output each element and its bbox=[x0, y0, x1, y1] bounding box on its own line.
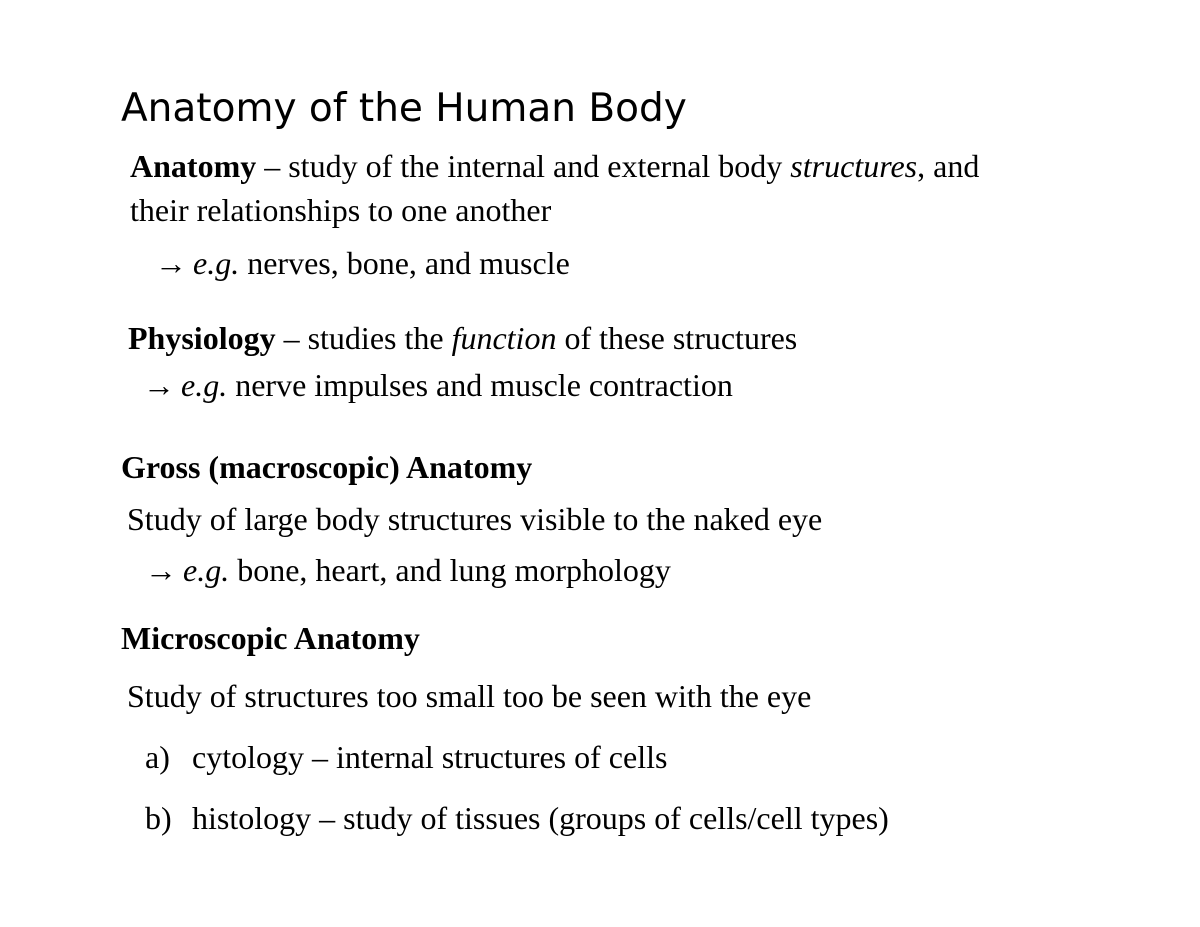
list-item bbox=[145, 737, 667, 777]
list-marker: b) bbox=[145, 800, 172, 836]
anatomy-def-part2: , and bbox=[917, 148, 980, 184]
arrow-right-icon: → bbox=[143, 367, 175, 403]
gross-anatomy-description: Study of large body structures visible to the naked eye bbox=[127, 501, 823, 537]
physiology-def-italic: function bbox=[451, 320, 557, 356]
anatomy-term: Anatomy bbox=[130, 148, 257, 184]
list-item-text: cytology – internal structures of cells bbox=[192, 739, 668, 775]
arrow-right-icon: → bbox=[145, 552, 177, 588]
gross-anatomy-example bbox=[145, 550, 671, 590]
physiology-definition bbox=[128, 318, 797, 358]
list-item bbox=[145, 798, 889, 838]
physiology-def-part1: – studies the bbox=[275, 320, 452, 356]
gross-example-text: bone, heart, and lung morphology bbox=[229, 552, 671, 588]
physiology-def-part2: of these structures bbox=[556, 320, 798, 356]
gross-example-eg: e.g. bbox=[183, 552, 230, 588]
anatomy-example-eg: e.g. bbox=[193, 245, 240, 281]
gross-anatomy-heading: Gross (macroscopic) Anatomy bbox=[121, 449, 533, 485]
anatomy-example-text: nerves, bone, and muscle bbox=[239, 245, 570, 281]
physiology-term: Physiology bbox=[128, 320, 276, 356]
list-marker: a) bbox=[145, 739, 170, 775]
list-item-text: histology – study of tissues (groups of cells/cell types) bbox=[192, 800, 889, 836]
anatomy-definition-line-1 bbox=[130, 146, 979, 186]
physiology-example-text: nerve impulses and muscle contraction bbox=[227, 367, 733, 403]
anatomy-example bbox=[155, 243, 570, 283]
physiology-example bbox=[143, 365, 733, 405]
arrow-right-icon: → bbox=[155, 245, 187, 281]
anatomy-definition-line-2: their relationships to one another bbox=[130, 192, 552, 228]
anatomy-def-italic: structures bbox=[790, 148, 918, 184]
microscopic-anatomy-heading: Microscopic Anatomy bbox=[121, 620, 420, 656]
anatomy-def-part1: – study of the internal and external body bbox=[256, 148, 791, 184]
page-title: Anatomy of the Human Body bbox=[121, 86, 687, 131]
physiology-example-eg: e.g. bbox=[181, 367, 228, 403]
microscopic-anatomy-description: Study of structures too small too be seen with the eye bbox=[127, 678, 812, 714]
